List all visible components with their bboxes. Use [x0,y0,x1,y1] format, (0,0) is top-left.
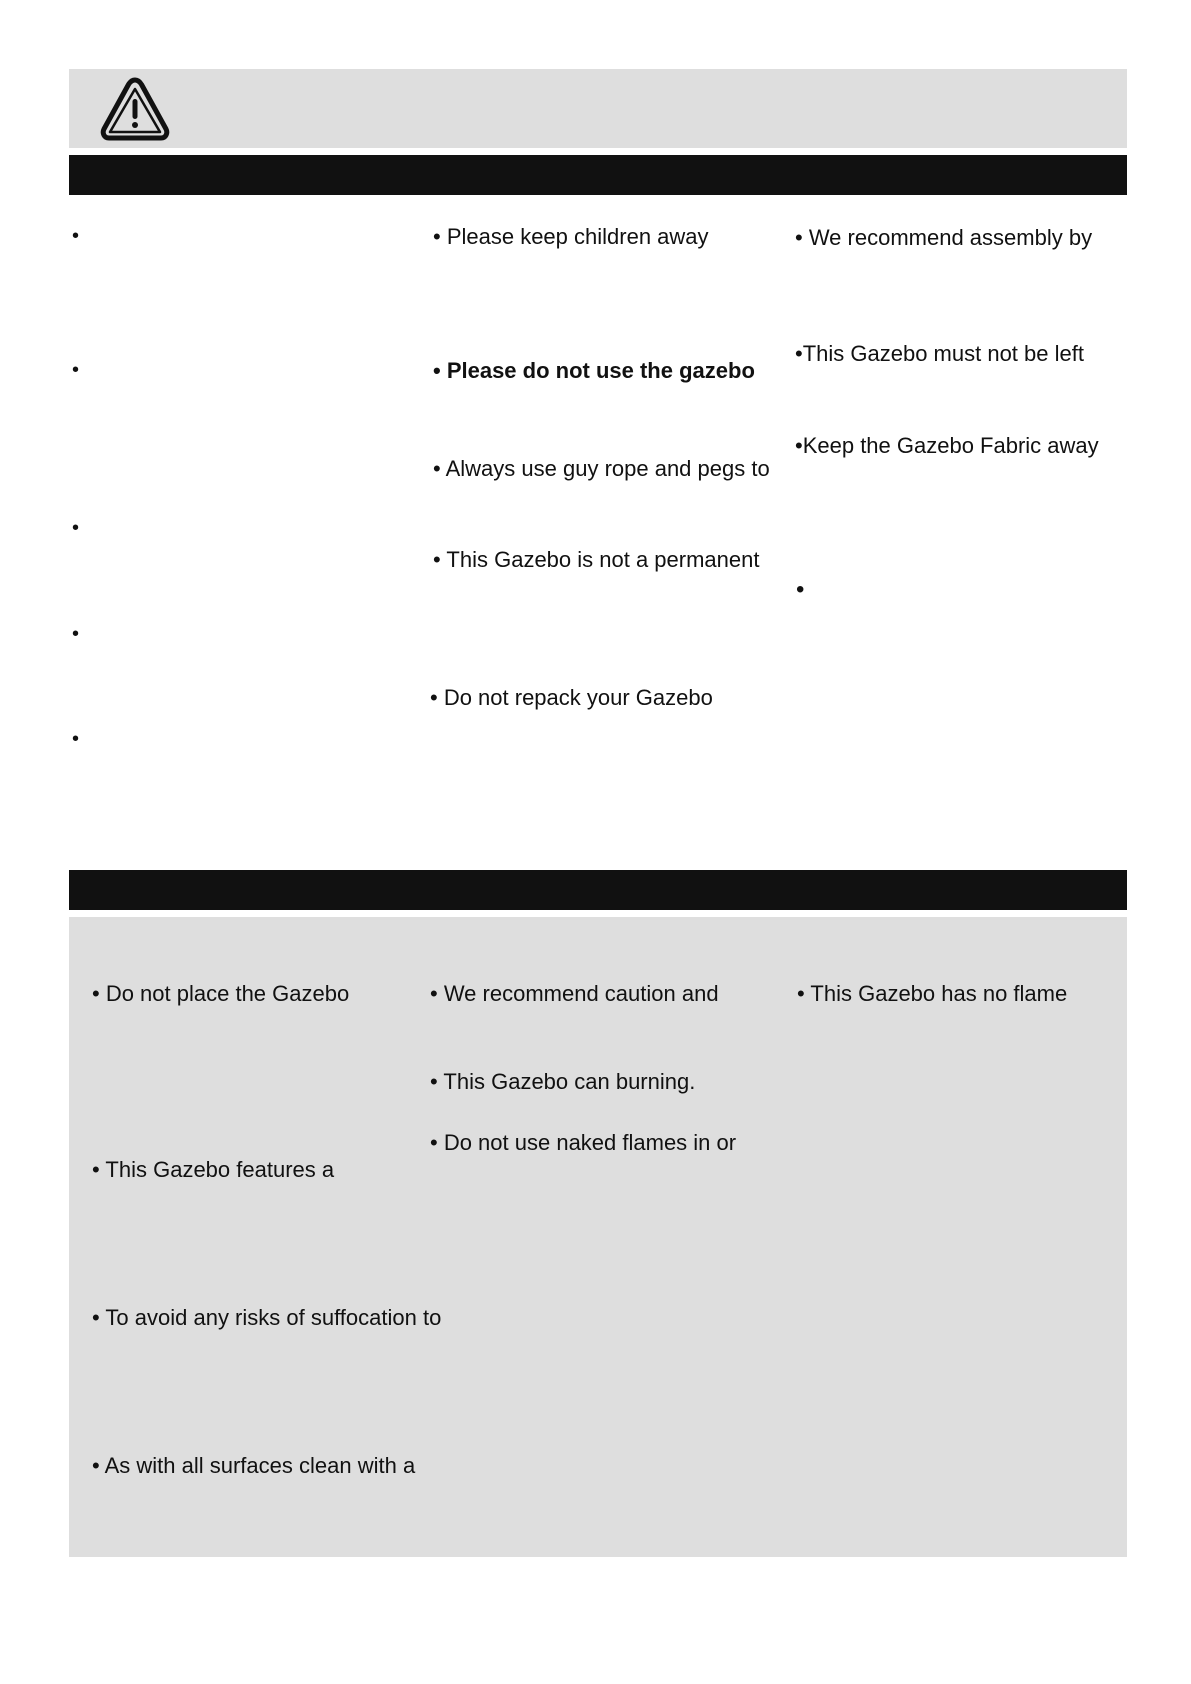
list-item: • This Gazebo features a [92,1157,335,1182]
list-item: • Do not place the Gazebo [92,981,350,1006]
section-bar-general [69,155,1127,195]
list-item: • Do not repack your Gazebo [430,685,713,710]
list-item-bullet: • [796,576,805,603]
section-bar-safety [69,870,1127,910]
list-item: • This Gazebo can burning. [430,1069,696,1094]
list-item-bullet: • [72,623,80,645]
list-item: • We recommend caution and [430,981,719,1006]
list-item: • This Gazebo is not a permanent [433,547,760,572]
warning-header [69,69,1127,148]
list-item: •Keep the Gazebo Fabric away [795,433,1099,458]
list-item: • As with all surfaces clean with a [92,1453,416,1478]
list-item: •This Gazebo must not be left [795,341,1084,366]
list-item: • Please keep children away [433,224,709,249]
list-item-bullet: • [72,359,80,381]
list-item: • This Gazebo has no flame [797,981,1068,1006]
list-item: • Always use guy rope and pegs to [433,456,770,481]
list-item-bullet: • [72,517,80,539]
list-item-bullet: • [72,728,80,750]
list-item: • To avoid any risks of suffocation to [92,1305,442,1330]
list-item: • Please do not use the gazebo [433,358,755,383]
warning-triangle-icon [99,75,171,143]
list-item: • We recommend assembly by [795,225,1093,250]
list-item-bullet: • [72,225,80,247]
list-item: • Do not use naked flames in or [430,1130,737,1155]
